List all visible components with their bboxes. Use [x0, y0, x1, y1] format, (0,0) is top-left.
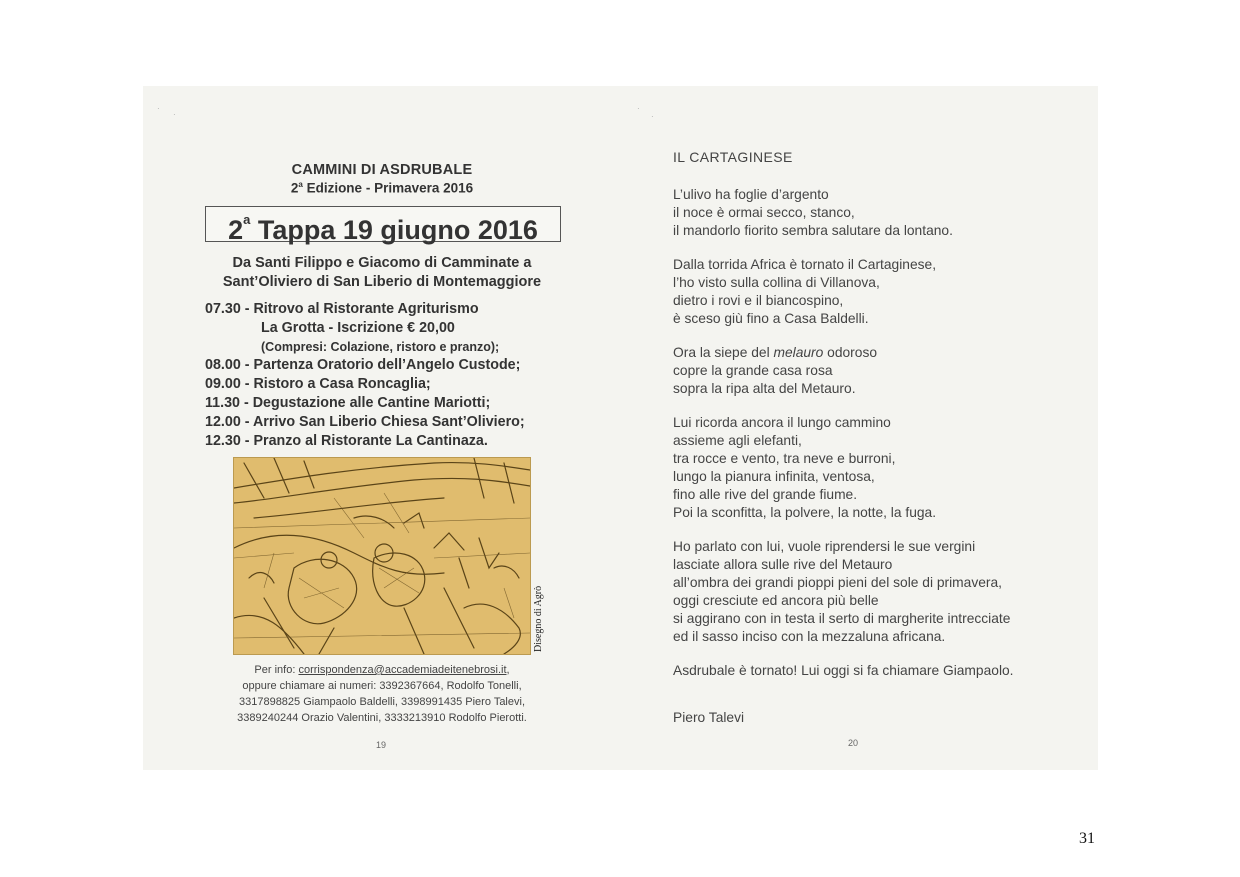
schedule-item: 08.00 - Partenza Oratorio dell’Angelo Custode;	[205, 357, 521, 373]
poem-line: il mandorlo fiorito sembra salutare da lontano.	[673, 223, 953, 238]
booklet-spread	[143, 86, 1098, 770]
scan-speck: ·	[157, 104, 160, 113]
info-line: oppure chiamare ai numeri: 3392367664, Rodolfo Tonelli,	[242, 680, 522, 692]
right-page	[621, 86, 1098, 770]
schedule-item: 12.30 - Pranzo al Ristorante La Cantinaza.	[205, 433, 488, 449]
poem-line: tra rocce e vento, tra neve e burroni,	[673, 451, 896, 466]
poem-line: fino alle rive del grande fiume.	[673, 487, 858, 502]
poem-line: lasciate allora sulle rive del Metauro	[673, 557, 893, 572]
poem-line: lungo la pianura infinita, ventosa,	[673, 469, 875, 484]
poem-line: all’ombra dei grandi pioppi pieni del sole di primavera,	[673, 575, 1003, 590]
poem-line: sopra la ripa alta del Metauro.	[673, 381, 856, 396]
poem-line: oggi cresciute ed ancora più belle	[673, 593, 879, 608]
schedule-item-continued: La Grotta - Iscrizione € 20,00	[261, 320, 455, 336]
left-page	[143, 86, 621, 770]
email-link[interactable]: corrispondenza@accademiadeitenebrosi.it	[298, 664, 507, 676]
poem-author: Piero Talevi	[673, 710, 745, 725]
poem-line: Ho parlato con lui, vuole riprendersi le sue vergini	[673, 539, 976, 554]
poem-line: è sceso giù fino a Casa Baldelli.	[673, 311, 869, 326]
scan-speck: ·	[651, 112, 654, 121]
poem-line: Asdrubale è tornato! Lui oggi si fa chiamare Giampaolo.	[673, 663, 1014, 678]
poem-body	[673, 186, 1014, 680]
poem-line: Ora la siepe del melauro odoroso	[673, 345, 878, 360]
scan-speck: ·	[173, 110, 176, 119]
poem-line: si aggirano con in testa il serto di margherite intrecciate	[673, 611, 1011, 626]
poem-line: Lui ricorda ancora il lungo cammino	[673, 415, 891, 430]
page-number-left: 19	[376, 740, 387, 750]
info-line: 3389240244 Orazio Valentini, 3333213910 Rodolfo Pierotti.	[237, 712, 527, 724]
schedule	[205, 300, 621, 451]
poem-line: Poi la sconfitta, la polvere, la notte, la fuga.	[673, 505, 937, 520]
info-line: Per info: corrispondenza@accademiadeitenebrosi.it,	[254, 664, 510, 676]
poem-line: il noce è ormai secco, stanco,	[673, 205, 855, 220]
poem-title: IL CARTAGINESE	[673, 149, 793, 165]
poem-line: copre la grande casa rosa	[673, 363, 833, 378]
scan-speck: ·	[637, 104, 640, 113]
illustration-drawing	[233, 457, 531, 655]
schedule-item: 12.00 - Arrivo San Liberio Chiesa Sant’Oliviero;	[205, 414, 525, 430]
schedule-item: 09.00 - Ristoro a Casa Roncaglia;	[205, 376, 431, 392]
poem-line: ed il sasso inciso con la mezzaluna africana.	[673, 629, 946, 644]
poem-line: L’ulivo ha foglie d’argento	[673, 187, 829, 202]
schedule-item: 11.30 - Degustazione alle Cantine Mariotti;	[205, 395, 491, 411]
event-title: CAMMINI DI ASDRUBALE	[291, 162, 473, 178]
schedule-item-note: (Compresi: Colazione, ristoro e pranzo);	[261, 340, 500, 354]
edition-subtitle: 2$^a$ Edizione - Primavera 2016	[290, 180, 474, 196]
poem-line: Dalla torrida Africa è tornato il Cartaginese,	[673, 257, 937, 272]
poem-line: l’ho visto sulla collina di Villanova,	[673, 275, 880, 290]
document-page-number: 31	[1079, 830, 1095, 847]
page-number-right: 20	[848, 738, 859, 748]
route-line: Da Santi Filippo e Giacomo di Camminate a	[232, 255, 532, 271]
illustration-credit: Disegno di Agrò	[533, 585, 544, 652]
poem-line: dietro i rovi e il biancospino,	[673, 293, 844, 308]
route-line: Sant’Oliviero di San Liberio di Montemaggiore	[222, 274, 542, 290]
schedule-item: 07.30 - Ritrovo al Ristorante Agriturismo	[205, 301, 479, 317]
stage-date-box: 2$^a$ Tappa 19 giugno 2016	[205, 206, 561, 242]
route-description	[143, 254, 621, 292]
info-line: 3317898825 Giampaolo Baldelli, 3398991435 Piero Talevi,	[238, 696, 525, 708]
contact-info	[143, 662, 621, 726]
poem-line: assieme agli elefanti,	[673, 433, 802, 448]
sketch-illustration	[234, 458, 530, 654]
